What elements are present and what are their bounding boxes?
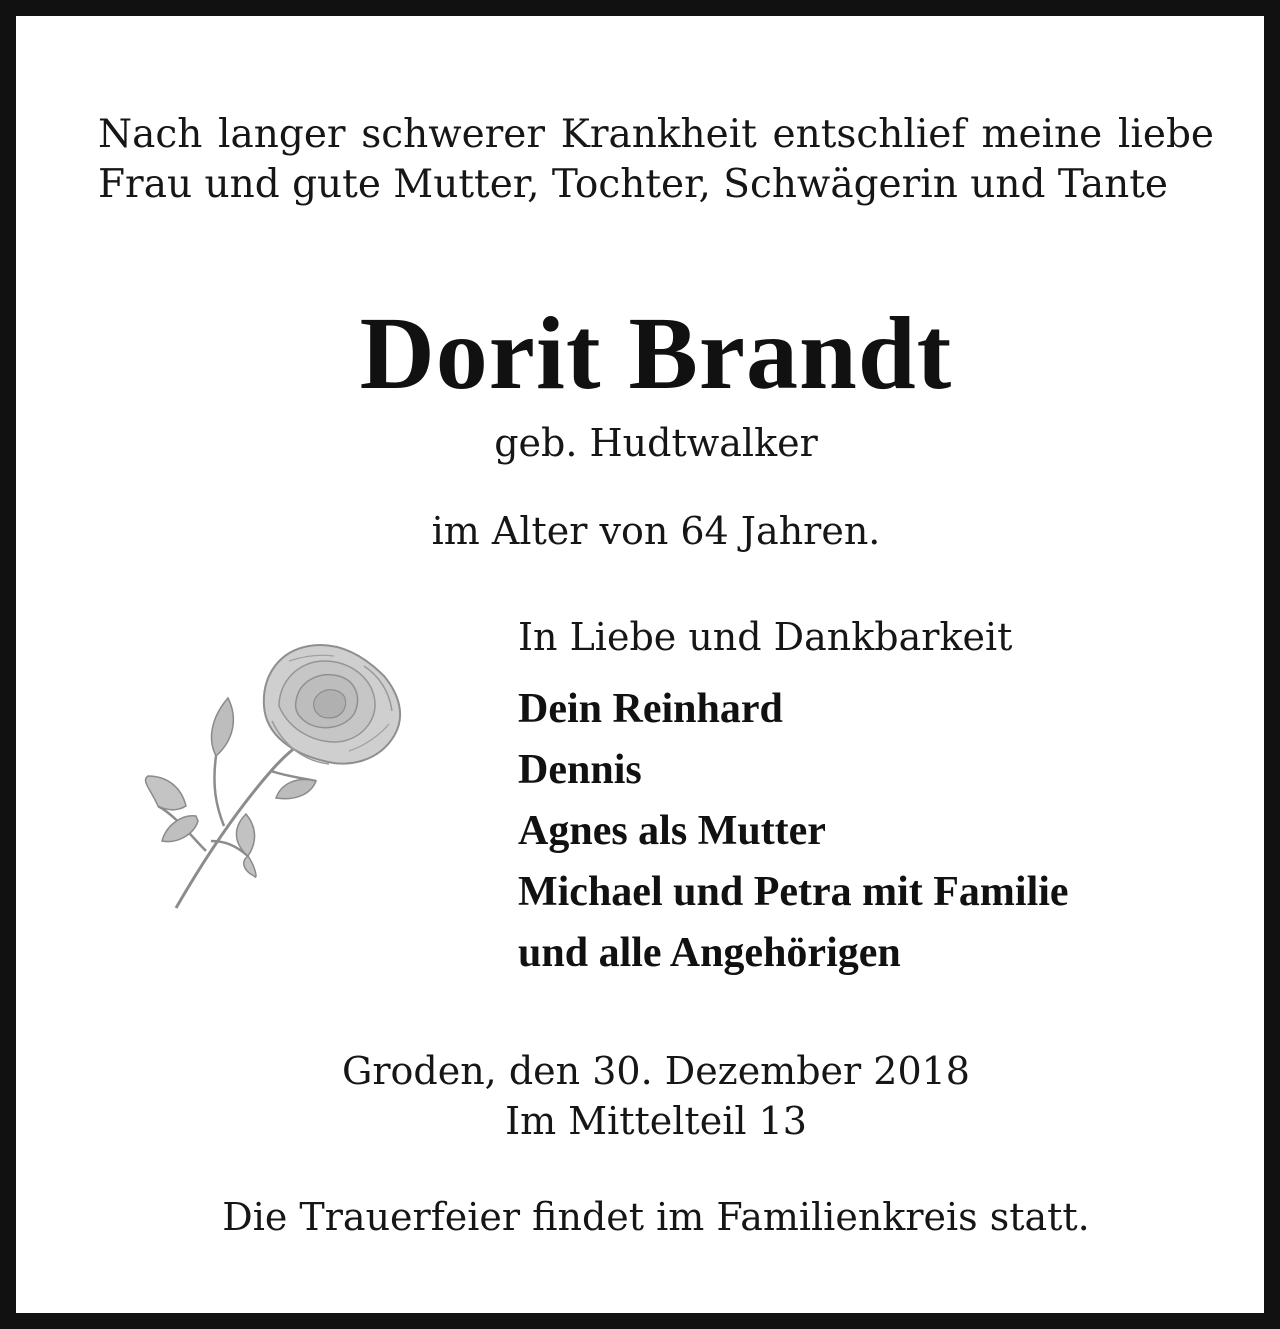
age-line: im Alter von 64 Jahren. [431,509,881,553]
mourner-name: Michael und Petra mit Familie [518,869,1069,915]
closing-line: In Liebe und Dankbarkeit [518,615,1013,659]
deceased-name: Dorit Brandt [359,296,953,411]
rose-icon [136,636,426,926]
intro-text: Nach langer schwerer Krankheit entschlief meine liebe Frau und gute Mutter, Tochter, Schwägerin und Tante [98,112,1214,207]
mourner-name: Dennis [518,747,642,793]
mourner-name: Dein Reinhard [518,686,783,732]
birth-name: geb. Hudtwalker [494,421,818,465]
mourner-name: und alle Angehörigen [518,930,901,976]
mourners-list [518,679,1069,984]
mourner-name: Agnes als Mutter [518,808,826,854]
funeral-note: Die Trauerfeier findet im Familienkreis statt. [222,1195,1090,1239]
address: Im Mittelteil 13 [505,1099,807,1143]
place-date: Groden, den 30. Dezember 2018 [342,1049,970,1093]
